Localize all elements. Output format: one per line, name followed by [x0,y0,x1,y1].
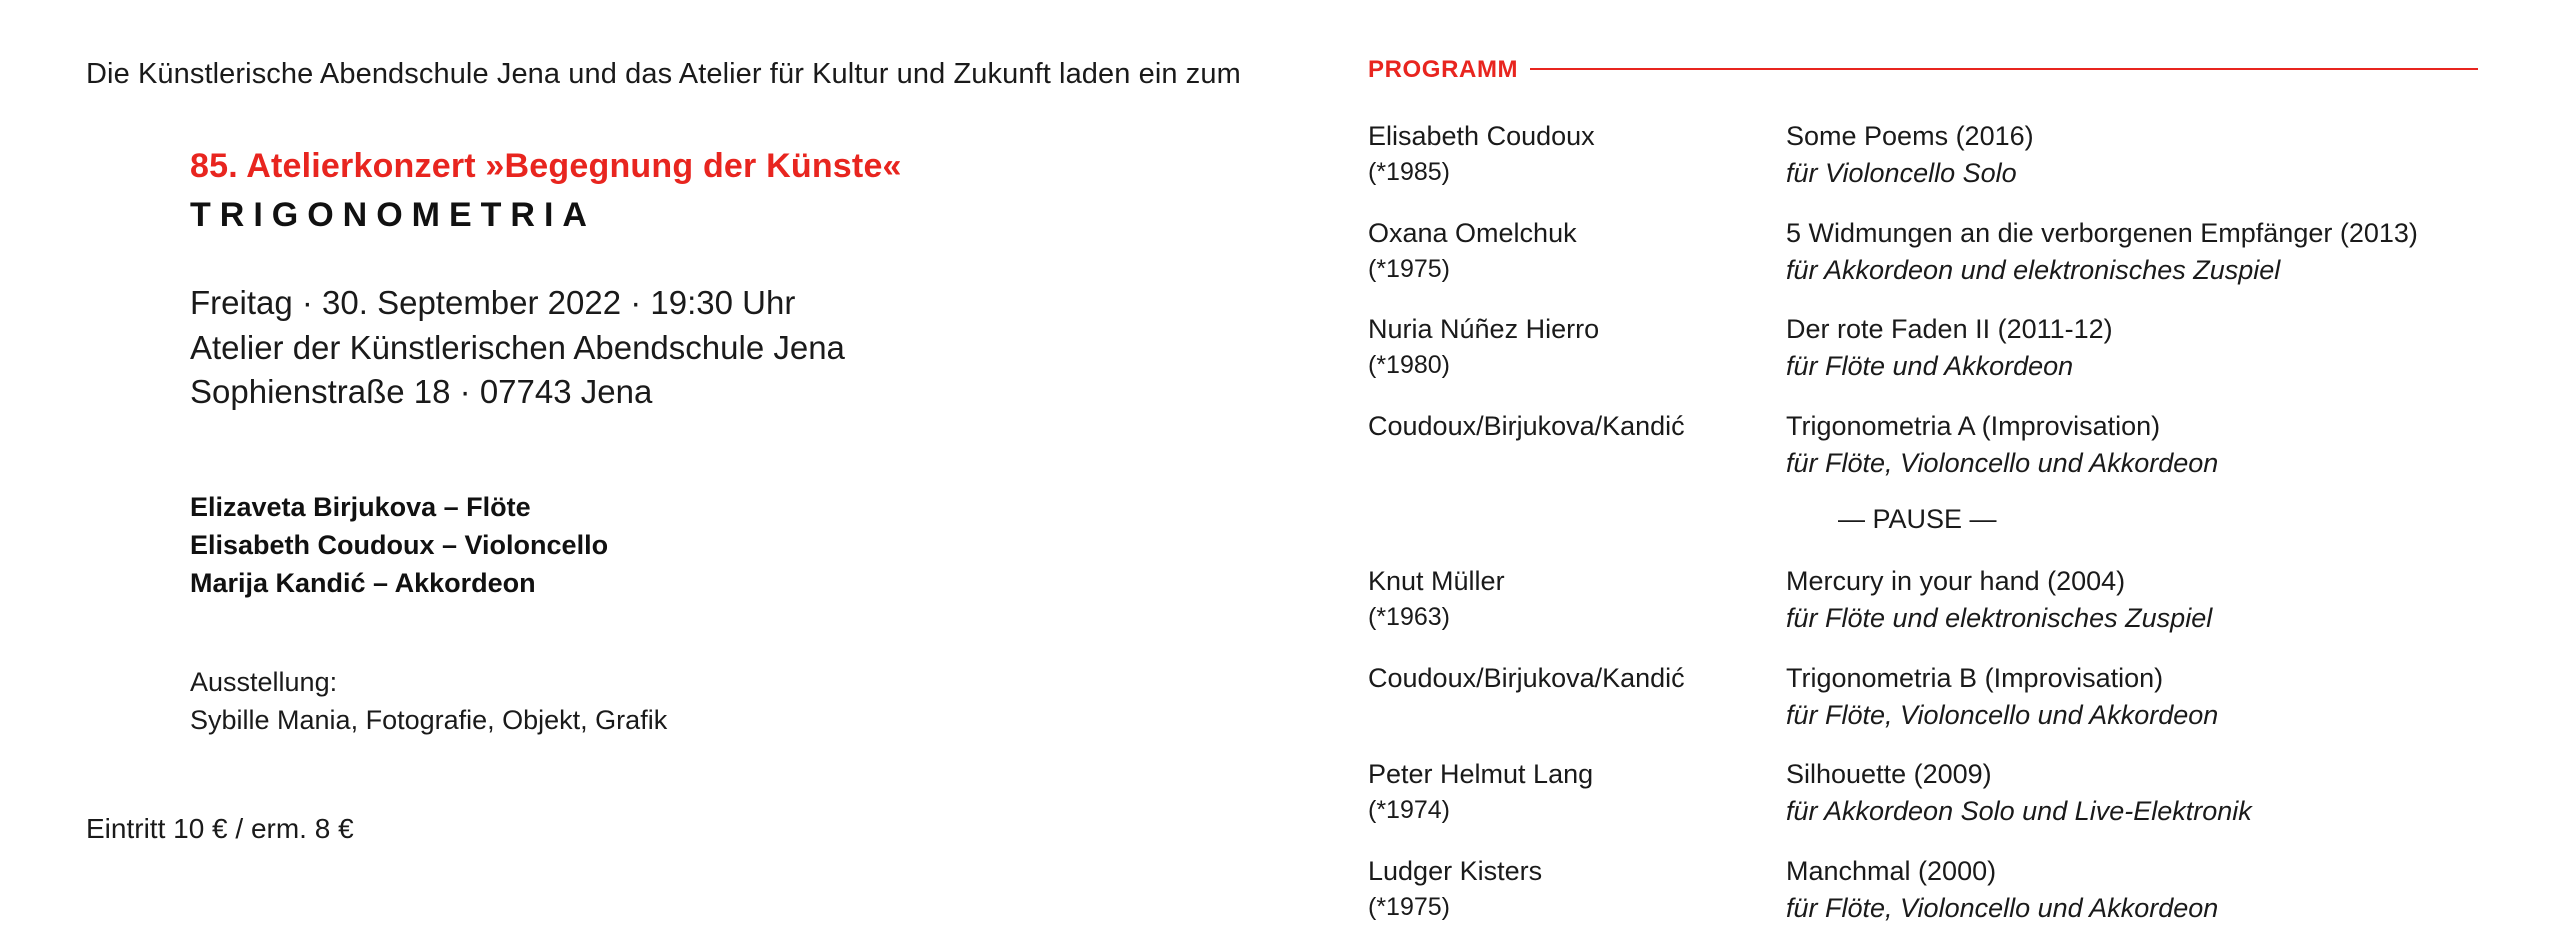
work-title: Mercury in your hand (2004) [1786,566,2126,596]
composer-name: Nuria Núñez Hierro [1368,314,1600,344]
composer-name: Coudoux/Birjukova/Kandić [1368,410,1685,441]
performer-item: Elisabeth Coudoux – Violoncello [190,529,609,560]
program-work-cell [1786,311,2478,386]
work-instrumentation: für Flöte, Violoncello und Akkordeon [1786,699,2219,730]
work-title: 5 Widmungen an die verborgenen Empfänger (2013) [1786,217,2418,248]
program-title: PROGRAMM [1368,56,1519,83]
program-work-cell [1786,660,2478,735]
composer-name: Coudoux/Birjukova/Kandić [1368,662,1685,693]
ensemble-name: TRIGONOMETRIA [190,196,596,235]
program-composer-cell [1368,853,1786,928]
event-details [190,281,1266,415]
program-row [1368,756,2478,831]
program-row [1368,563,2478,638]
composer-birthyear: (*1975) [1368,254,1450,283]
performer-item: Elizaveta Birjukova – Flöte [190,491,531,522]
program-work-cell [1786,853,2478,928]
program-row [1368,215,2478,290]
ticket-price: Eintritt 10 € / erm. 8 € [86,812,354,844]
work-title: Der rote Faden II (2011-12) [1786,314,2113,344]
performer-item: Marija Kandić – Akkordeon [190,567,536,598]
program-work-cell [1786,118,2478,193]
program-composer-cell [1368,660,1786,735]
program-column [1368,56,2478,949]
event-address: Sophienstraße 18 · 07743 Jena [190,373,653,411]
composer-name: Peter Helmut Lang [1368,759,1594,789]
program-work-cell [1786,756,2478,831]
exhibition-block [190,664,1266,739]
program-pause-label: — PAUSE — [1838,504,1997,534]
work-instrumentation: für Flöte, Violoncello und Akkordeon [1786,447,2219,478]
performer-list [190,489,1266,602]
program-work-cell [1786,408,2478,483]
composer-name: Knut Müller [1368,566,1505,596]
program-list-first-half [1368,118,2478,482]
work-title: Silhouette (2009) [1786,759,1992,789]
program-rule-divider [1530,68,2478,70]
work-instrumentation: für Flöte und elektronisches Zuspiel [1786,603,2213,634]
composer-birthyear: (*1980) [1368,351,1450,380]
concert-headline: 85. Atelierkonzert »Begegnung der Künste« [190,146,902,185]
event-info-column [86,56,1266,845]
program-work-cell [1786,215,2478,290]
work-instrumentation: für Violoncello Solo [1786,158,2017,189]
program-composer-cell [1368,563,1786,638]
work-instrumentation: für Flöte, Violoncello und Akkordeon [1786,892,2219,923]
composer-name: Elisabeth Coudoux [1368,121,1595,151]
program-list-second-half [1368,563,2478,927]
event-venue: Atelier der Künstlerischen Abendschule Jena [190,328,845,366]
composer-birthyear: (*1985) [1368,158,1450,187]
composer-name: Ludger Kisters [1368,855,1543,886]
exhibition-label: Ausstellung: [190,667,338,698]
work-title: Trigonometria B (Improvisation) [1786,662,2164,693]
program-row [1368,408,2478,483]
program-row [1368,118,2478,193]
program-composer-cell [1368,408,1786,483]
work-title: Trigonometria A (Improvisation) [1786,410,2161,441]
composer-birthyear: (*1963) [1368,603,1450,632]
program-composer-cell [1368,756,1786,831]
program-row [1368,853,2478,928]
headline-block [190,146,1266,237]
composer-birthyear: (*1974) [1368,796,1450,825]
program-header [1368,56,2478,84]
program-composer-cell [1368,118,1786,193]
intro-text: Die Künstlerische Abendschule Jena und das Atelier für Kultur und Zukunft laden ein zum [86,58,1241,90]
program-work-cell [1786,563,2478,638]
work-instrumentation: für Akkordeon und elektronisches Zuspiel [1786,254,2281,285]
composer-name: Oxana Omelchuk [1368,217,1577,248]
work-title: Some Poems (2016) [1786,121,2034,151]
program-composer-cell [1368,311,1786,386]
work-instrumentation: für Flöte und Akkordeon [1786,351,2074,382]
exhibition-artist: Sybille Mania, Fotografie, Objekt, Grafik [190,704,668,735]
work-title: Manchmal (2000) [1786,855,1997,886]
program-composer-cell [1368,215,1786,290]
composer-birthyear: (*1975) [1368,892,1450,921]
event-datetime: Freitag · 30. September 2022 · 19:30 Uhr [190,284,796,322]
program-row [1368,311,2478,386]
work-instrumentation: für Akkordeon Solo und Live-Elektronik [1786,796,2252,827]
program-row [1368,660,2478,735]
